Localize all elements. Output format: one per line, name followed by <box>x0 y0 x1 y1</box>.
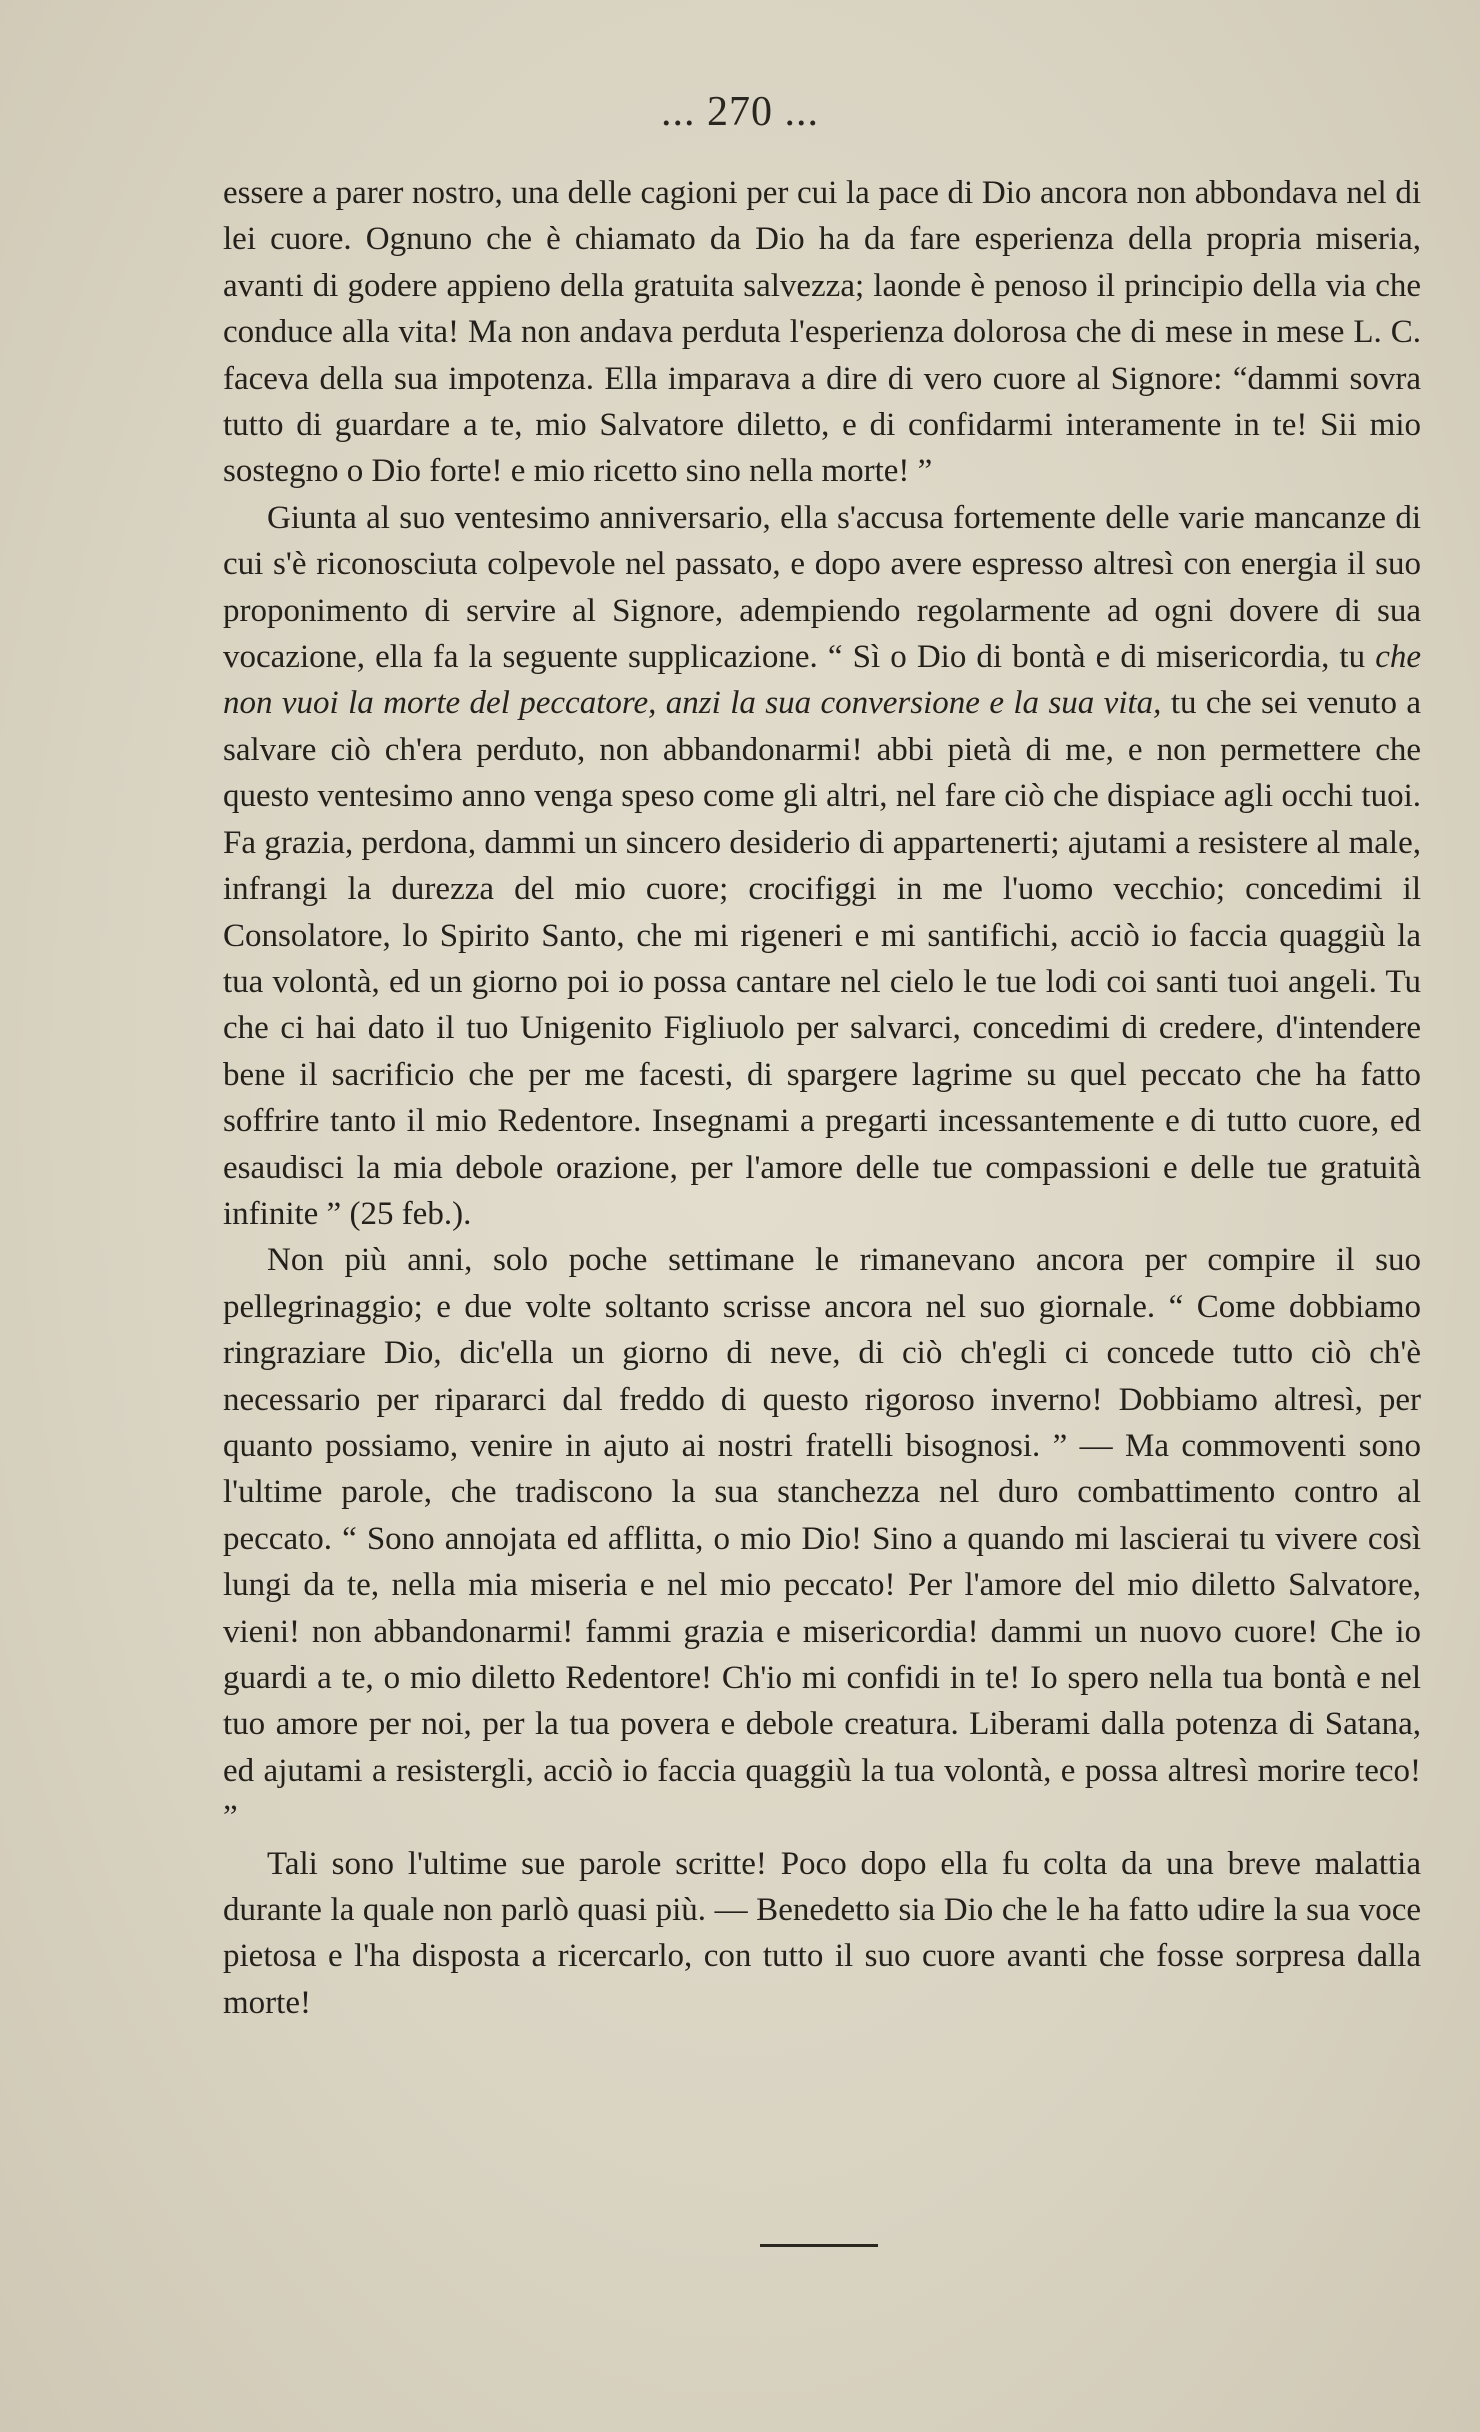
text-run: tu che sei venuto a salvare ciò ch'era perduto, non abbandonarmi! abbi pietà di me, e non permettere che questo ventesimo anno venga speso come gli altri, nel fare ciò che dispiace agli occhi tuoi. Fa grazia, perdona, dammi un sincero desiderio di appartenerti; ajutami a resistere al male, infrangi la durezza del mio cuore; crocifiggi in me l'uomo vecchio; concedimi il Consolatore, lo Spirito Santo, che mi rigeneri e mi santifichi, acciò io faccia quaggiù la tua volontà, ed un giorno poi io possa cantare nel cielo le tue lodi coi santi tuoi angeli. Tu che ci hai dato il tuo Unigenito Figliuolo per salvarci, concedimi di credere, d'intendere bene il sacrificio che per me facesti, di spargere lagrime su quel peccato che ha fatto soffrire tanto il mio Redentore. Insegnami a pregarti incessantemente e di tutto cuore, ed esaudisci la mia debole orazione, per l'amore delle tue compassioni e delle tue gratuità infinite ” (25 feb.). <box>223 685 1421 1232</box>
paragraph <box>223 495 1421 1238</box>
paragraph <box>223 1237 1421 1840</box>
body-text <box>223 170 1421 2026</box>
end-rule <box>760 2244 878 2247</box>
text-run: Giunta al suo ventesimo anniversario, ella s'accusa fortemente delle varie mancanze di cui s'è riconosciuta colpevole nel passato, e dopo avere espresso altresì con energia il suo proponimento di servire al Signore, adempiendo regolarmente ad ogni dovere di sua vocazione, ella fa la seguente supplicazione. “ Sì o Dio di bontà e di misericordia, tu <box>223 499 1421 676</box>
text-run: Tali sono l'ultime sue parole scritte! Poco dopo ella fu colta da una breve malattia durante la quale non parlò quasi più. — Benedetto sia Dio che le ha fatto udire la sua voce pietosa e l'ha disposta a ricercarlo, con tutto il suo cuore avanti che fosse sorpresa dalla morte! <box>223 1845 1421 2021</box>
italic-quote: che non vuoi la morte del peccatore, anzi la sua conversione e la sua vita, <box>223 639 1421 722</box>
page-number-header: ... 270 ... <box>661 89 819 135</box>
text-run: essere a parer nostro, una delle cagioni per cui la pace di Dio ancora non abbondava nel di lei cuore. Ognuno che è chiamato da Dio ha da fare esperienza della propria miseria, avanti di godere appieno della gratuita salvezza; laonde è penoso il principio della via che conduce alla vita! Ma non andava perduta l'esperienza dolorosa che di mese in mese L. C. faceva della sua impotenza. Ella imparava a dire di vero cuore al Signore: “dammi sovra tutto di guardare a te, mio Salvatore diletto, e di confidarmi interamente in te! Sii mio sostegno o Dio forte! e mio ricetto sino nella morte! ” <box>223 175 1421 490</box>
paragraph <box>223 1841 1421 2027</box>
text-run: Non più anni, solo poche settimane le rimanevano ancora per compire il suo pellegrinaggio; e due volte soltanto scrisse ancora nel suo giornale. “ Come dobbiamo ringraziare Dio, dic'ella un giorno di neve, di ciò ch'egli ci concede tutto ciò ch'è necessario per ripararci dal freddo di questo rigoroso inverno! Dobbiamo altresì, per quanto possiamo, venire in ajuto ai nostri fratelli bisognosi. ” — Ma commoventi sono l'ultime parole, che tradiscono la sua stanchezza nel duro combattimento contro al peccato. “ Sono annojata ed afflitta, o mio Dio! Sino a quando mi lascierai tu vivere così lungi da te, nella mia miseria e nel mio peccato! Per l'amore del mio diletto Salvatore, vieni! non abbandonarmi! fammi grazia e misericordia! dammi un nuovo cuore! Che io guardi a te, o mio diletto Redentore! Ch'io mi confidi in te! Io spero nella tua bontà e nel tuo amore per noi, per la tua povera e debole creatura. Liberami dalla potenza di Satana, ed ajutami a resistergli, acciò io faccia quaggiù la tua volontà, e possa altresì morire teco! ” <box>223 1242 1421 1836</box>
paragraph <box>223 170 1421 495</box>
